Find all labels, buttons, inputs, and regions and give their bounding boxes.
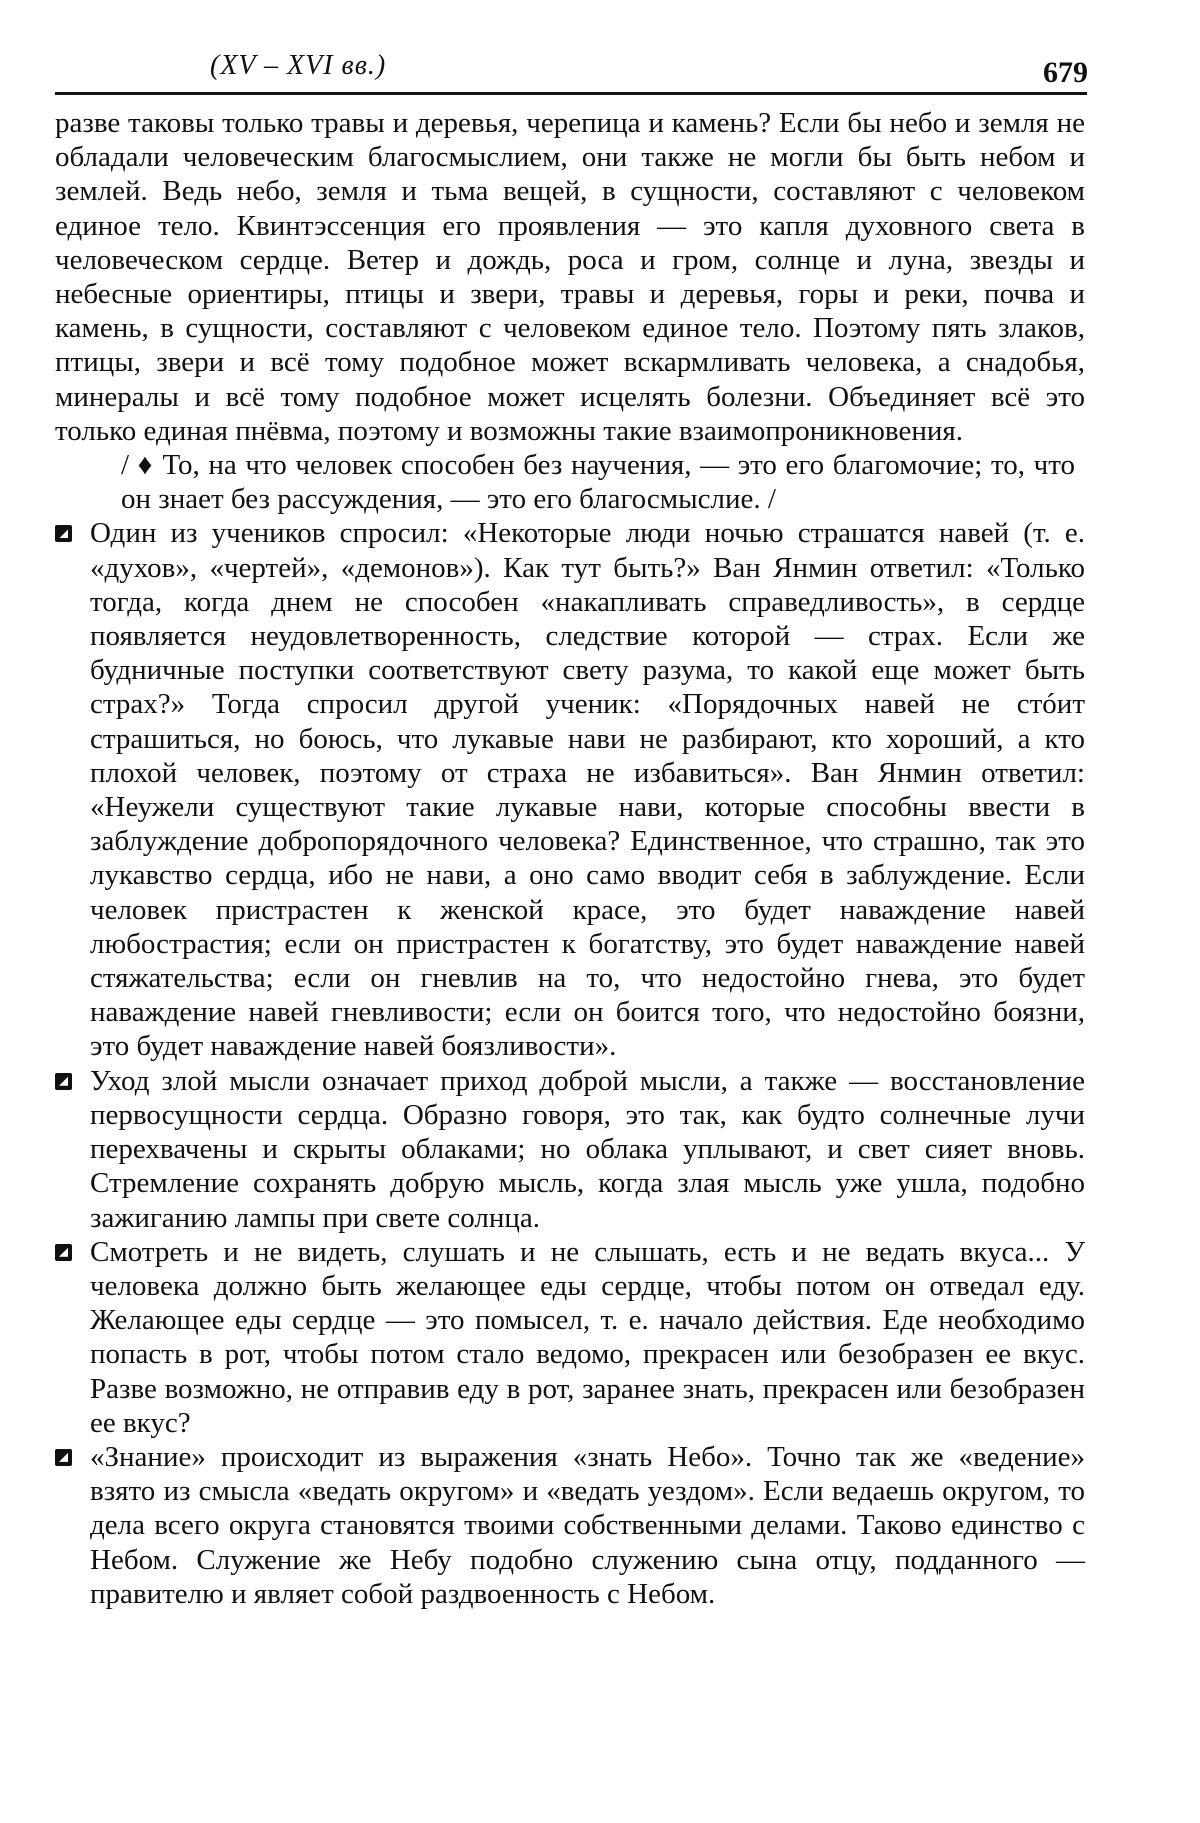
paragraph-marker-icon bbox=[55, 1244, 72, 1261]
paragraph-text: Один из учеников спросил: «Некоторые люди ночью страшатся навей (т. е. «духов», «чертей», «демонов»). Как тут быть?» Ван Янмин ответил: «Только тогда, когда днем не способен «накапливать справедливость», в сердце появляется неудовлетворенность, следствие которой — страх. Если же будничные поступки соответствуют свету разума, то какой еще может быть страх?» Тогда спросил другой ученик: «Порядочных навей не стóит страшиться, но боюсь, что лукавые нави не разбирают, кто хороший, а кто плохой человек, поэтому от страха не избавиться». Ван Янмин ответил: «Неужели существуют такие лукавые нави, которые способны ввести в заблуждение добропорядочного человека? Единственное, что страшно, так это лукавство сердца, ибо не нави, а оно само вводит себя в заблуждение. Если человек пристрастен к женской красе, это будет наваждение навей любострастия; если он пристрастен к богатству, это будет наваждение навей стяжательства; если он гневлив на то, что недостойно гнева, это будет наваждение навей гневливости; если он боится того, что недостойно боязни, это будет наваждение навей боязливости». bbox=[90, 517, 1085, 1063]
header-rule bbox=[55, 92, 1087, 95]
marked-paragraph bbox=[55, 1235, 1085, 1440]
intro-paragraph: разве таковы только травы и деревья, черепица и камень? Если бы небо и земля не обладали человеческим благосмыслием, они также не могли бы быть небом и землей. Ведь небо, земля и тьма вещей, в сущности, составляют с человеком единое тело. Квинтэссенция его проявления — это капля духовного света в человеческом сердце. Ветер и дождь, роса и гром, солнце и луна, звезды и небесные ориентиры, птицы и звери, травы и деревья, горы и реки, почва и камень, в сущности, составляют с человеком единое тело. Поэтому пять злаков, птицы, звери и всё тому подобное может вскармливать человека, а снадобья, минералы и всё тому подобное может исцелять болезни. Объединяет всё это только единая пнёвма, поэтому и возможны такие взаимопроникновения. bbox=[55, 107, 1085, 447]
page-number: 679 bbox=[1043, 56, 1088, 89]
main-text bbox=[55, 106, 1085, 1611]
paragraph-text: Уход злой мысли означает приход доброй мысли, а также — восстановление первосущности сердца. Образно говоря, это так, как будто солнечные лучи перехвачены и скрыты облаками; но облака уплывают, и свет сияет вновь. Стремление сохранять добрую мысль, когда злая мысль уже ушла, подобно зажиганию лампы при свете солнца. bbox=[90, 1064, 1085, 1234]
paragraph-marker-icon bbox=[55, 1073, 72, 1090]
marked-paragraph bbox=[55, 516, 1085, 1063]
paragraph-text: Смотреть и не видеть, слушать и не слышать, есть и не ведать вкуса... У человека должно быть желающее еды сердце, чтобы потом он отведал еду. Желающее еды сердце — это помысел, т. е. начало действия. Еде необходимо попасть в рот, чтобы потом стало ведомо, прекрасен или безобразен ее вкус. Разве возможно, не отправив еду в рот, заранее знать, прекрасен или безобразен ее вкус? bbox=[90, 1235, 1085, 1439]
marked-paragraph bbox=[55, 1064, 1085, 1235]
paragraph-marker-icon bbox=[55, 1449, 72, 1466]
paragraph-marker-icon bbox=[55, 525, 72, 542]
paragraph-text: «Знание» происходит из выражения «знать Небо». Точно так же «ведение» взято из смысла «ведать округом» и «ведать уездом». Если ведаешь округом, то дела всего округа становятся твоими собственными делами. Таково единство с Небом. Служение же Небу подобно служению сына отцу, подданного — правителю и являет собой раздвоенность с Небом. bbox=[90, 1440, 1085, 1610]
marked-paragraph bbox=[55, 1440, 1085, 1611]
indented-paragraph: / ♦ То, на что человек способен без научения, — это его благомочие; то, что он знает без рассуждения, — это его благосмыслие. / bbox=[121, 449, 1075, 516]
running-head: (XV – XVI вв.) bbox=[210, 50, 387, 81]
